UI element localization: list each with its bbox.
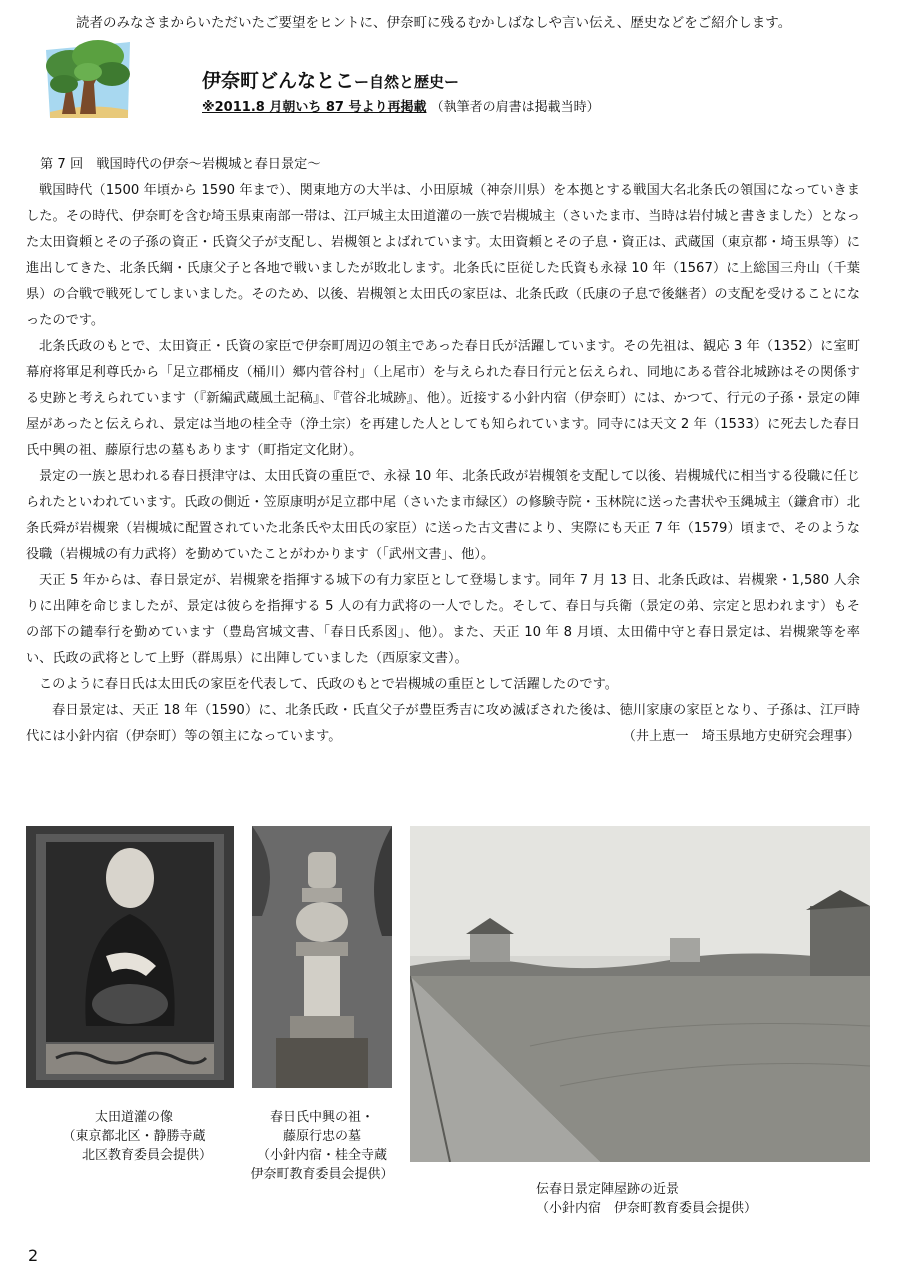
page-number: 2 (28, 1246, 39, 1265)
intro-text: 読者のみなさまからいただいたご要望をヒントに、伊奈町に残るむかしばなしや言い伝え、歴史などをご紹介します。 (76, 15, 792, 31)
grave-photo (252, 826, 392, 1088)
article-paragraph: 景定の一族と思われる春日摂津守は、太田氏資の重臣で、永禄 10 年、北条氏政が岩槻領を支配して以後、岩槻城代に相当する役職に任じられたといわれています。氏政の側近・笠原康明が足立郡中尾（さいたま市緑区）の修験寺院・玉林院に送った書状や玉縄城主（鎌倉市）北条氏舜が岩槻衆（岩槻城に配置されていた北条氏や太田氏の家臣）に送った古文書により、実際にも天正 7 年（1579）頃まで、そのような役職（岩槻城の有力武将）を勤めていたことがわかります（「武州文書」、他）。 (26, 469, 860, 562)
article-paragraph-text: 春日景定は、天正 18 年（1590）に、北条氏政・氏直父子が豊臣秀吉に攻め滅ぼされた後は、徳川家康の家臣となり、子孫は、江戸時代には小針内宿（伊奈町）等の領主になっています。 (26, 703, 860, 744)
field-caption: 伝春日景定陣屋跡の近景 （小針内宿 伊奈町教育委員会提供） (536, 1182, 758, 1216)
reprint-note (202, 96, 600, 115)
statue-photo (26, 826, 234, 1088)
article-heading: 第 7 回 戦国時代の伊奈～岩槻城と春日景定～ (40, 157, 321, 172)
field-photo (410, 826, 870, 1162)
article-paragraph-last (26, 698, 860, 750)
article-paragraph: 天正 5 年からは、春日景定が、岩槻衆を指揮する城下の有力家臣として登場します。同年 7 月 13 日、北条氏政は、岩槻衆・1,580 人余りに出陣を命じましたが、景定は彼らを指揮する 5 人の有力武将の一人でした。そして、春日与兵衛（景定の弟、宗定と思われます）もその部下の鑓奉行を勤めています（豊島宮城文書、「春日氏系図」、他）。また、天正 10 年 8 月頃、太田備中守と春日景定は、岩槻衆等を率い、氏政の武将として上野（群馬県）に出陣していました（西原家文書）。 (26, 573, 860, 666)
article-author: （井上恵一 埼玉県地方史研究会理事） (622, 729, 860, 744)
statue-caption: 太田道灌の像 （東京都北区・静勝寺蔵 北区教育委員会提供） (62, 1110, 212, 1163)
article-paragraph: このように春日氏は太田氏の家臣を代表して、氏政のもとで岩槻城の重臣として活躍したのです。 (39, 677, 618, 692)
page-title (202, 66, 459, 93)
article-paragraph: 北条氏政のもとで、太田資正・氏資の家臣で伊奈町周辺の領主であった春日氏が活躍しています。その先祖は、観応 3 年（1352）に室町幕府将軍足利尊氏から「足立郡桶皮（桶川）郷内菅谷村」（上尾市）を与えられた春日行元と伝えられ、同地にある菅谷北城跡はその関係する史跡と考えられています（『新編武蔵風土記稿』、『菅谷北城跡』、他）。近接する小針内宿（伊奈町）には、かつて、行元の子孫・景定の陣屋があったと伝えられ、景定は当地の桂全寺（浄土宗）を再建した人としても知られています。同寺には天文 2 年（1533）に死去した春日氏中興の祖、藤原行忠の墓もあります（町指定文化財）。 (26, 339, 860, 458)
article-paragraph: 戦国時代（1500 年頃から 1590 年まで）、関東地方の大半は、小田原城（神奈川県）を本拠とする戦国大名北条氏の領国になっていきました。その時代、伊奈町を含む埼玉県東南部一帯は、江戸城主太田道灌の一族で岩槻城主（さいたま市、当時は岩付城と書きました）となった太田資頼とその子孫の資正・氏資父子が支配し、岩槻領とよばれています。太田資頼とその子息・資正は、武蔵国（東京都・埼玉県等）に進出してきた、北条氏綱・氏康父子と各地で戦いましたが敗北します。北条氏に臣従した氏資も永禄 10 年（1567）に上総国三舟山（千葉県）の合戦で戦死してしまいました。そのため、以後、岩槻領と太田氏の家臣は、北条氏政（氏康の子息で後継者）の支配を受けることになったのです。 (26, 183, 860, 328)
trees-illustration-icon (40, 32, 136, 120)
title-main: 伊奈町どんなとこ (202, 70, 355, 92)
reprint-notice: ※2011.8 月朝いち 87 号より再掲載 (202, 100, 427, 115)
grave-caption: 春日氏中興の祖・ 藤原行忠の墓 （小針内宿・桂全寺蔵 伊奈町教育委員会提供） (250, 1110, 394, 1182)
title-sub: ー自然と歴史ー (354, 73, 460, 91)
article-body (26, 152, 860, 750)
reprint-author-note: （執筆者の肩書は掲載当時） (430, 100, 600, 115)
